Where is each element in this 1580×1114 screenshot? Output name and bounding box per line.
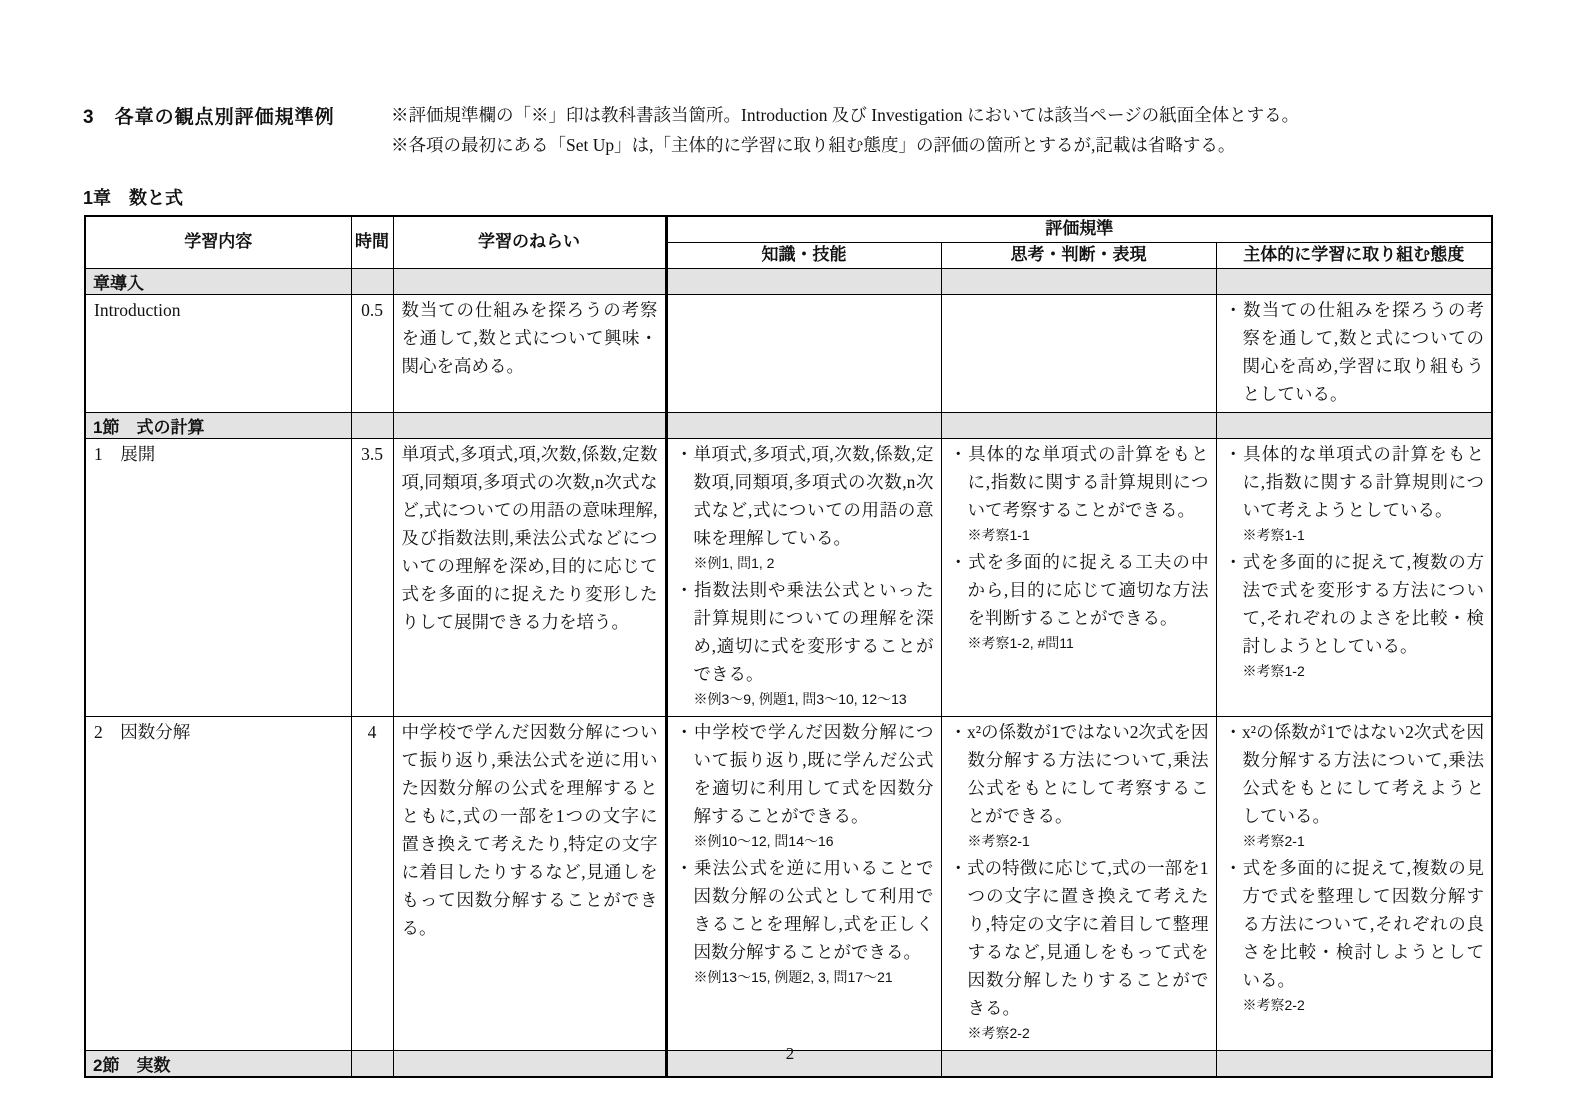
- cell-content: 2 因数分解: [85, 716, 351, 1050]
- aim-text: 数当ての仕組みを探ろうの考察を通して,数と式について興味・関心を高める。: [401, 299, 658, 376]
- criteria-bullet: ・中学校で学んだ因数分解について振り返り,既に学んだ公式を適切に利用して式を因数分解することができる。: [675, 721, 934, 826]
- criteria-bullet: ・数当ての仕組みを探ろうの考察を通して,数と式についての関心を高め,学習に取り組もうとしている。: [1224, 299, 1485, 404]
- cell-content: 1 展開: [85, 438, 351, 716]
- criteria-note: ※例13〜15, 例題2, 3, 問17〜21: [693, 968, 893, 985]
- criteria-note: ※考察1-2: [1242, 662, 1305, 679]
- table-row-introduction: [85, 294, 1492, 412]
- criteria-note: ※考察2-2: [967, 1024, 1030, 1041]
- criteria-bullet: ・式を多面的に捉えて,複数の方法で式を変形する方法について,それぞれのよさを比較・検討しようとしている。: [1224, 551, 1485, 656]
- cell-aim: [393, 716, 666, 1050]
- col-header-content: 学習内容: [85, 216, 351, 268]
- criteria-bullet: ・単項式,多項式,項,次数,係数,定数項,同類項,多項式の次数,n次式など,式についての用語の意味を理解している。: [675, 443, 934, 548]
- criteria-bullet: ・式を多面的に捉えて,複数の見方で式を整理して因数分解する方法について,それぞれの良さを比較・検討しようとしている。: [1224, 857, 1485, 990]
- cell-attitude: [1216, 294, 1492, 412]
- header-notes: [391, 100, 1421, 160]
- criteria-bullet: ・x²の係数が1ではない2次式を因数分解する方法について,乗法公式をもとにして考えようとしている。: [1224, 721, 1485, 826]
- cell-knowledge: [666, 716, 941, 1050]
- cell-thinking: [941, 294, 1216, 412]
- criteria-note: ※考察2-1: [1242, 832, 1305, 849]
- cell-hours: 3.5: [351, 438, 393, 716]
- aim-text: 単項式,多項式,項,次数,係数,定数項,同類項,多項式の次数,n次式など,式についての用語の意味理解,及び指数法則,乗法公式などについての理解を深め,目的に応じて式を多面的に捉えたり変形したりして展開できる力を培う。: [401, 443, 658, 632]
- criteria-note: ※考察1-1: [1242, 526, 1305, 543]
- cell-attitude: [1216, 716, 1492, 1050]
- cell-thinking: [941, 716, 1216, 1050]
- col-header-knowledge: 知識・技能: [666, 242, 941, 268]
- col-header-thinking: 思考・判断・表現: [941, 242, 1216, 268]
- col-header-criteria: 評価規準: [666, 216, 1492, 242]
- cell-attitude: [1216, 438, 1492, 716]
- criteria-note: ※考察1-1: [967, 526, 1030, 543]
- criteria-note: ※例1, 問1, 2: [693, 554, 775, 571]
- cell-aim: [393, 294, 666, 412]
- criteria-bullet: ・式の特徴に応じて,式の一部を1つの文字に置き換えて考えたり,特定の文字に着目して整理するなど,見通しをもって式を因数分解したりすることができる。: [949, 857, 1209, 1018]
- col-header-attitude: 主体的に学習に取り組む態度: [1216, 242, 1492, 268]
- criteria-table: [84, 215, 1493, 1078]
- cell-thinking: [941, 438, 1216, 716]
- criteria-note: ※考察2-1: [967, 832, 1030, 849]
- cell-content: Introduction: [85, 294, 351, 412]
- col-header-hours: 時間: [351, 216, 393, 268]
- criteria-bullet: ・式を多面的に捉える工夫の中から,目的に応じて適切な方法を判断することができる。: [949, 551, 1209, 628]
- criteria-bullet: ・乗法公式を逆に用いることで因数分解の公式として利用できることを理解し,式を正しく因数分解することができる。: [675, 857, 934, 962]
- criteria-bullet: ・指数法則や乗法公式といった計算規則についての理解を深め,適切に式を変形することができる。: [675, 579, 934, 684]
- cell-knowledge: [666, 294, 941, 412]
- criteria-bullet: ・x²の係数が1ではない2次式を因数分解する方法について,乗法公式をもとにして考察することができる。: [949, 721, 1209, 826]
- chapter-heading: 1章 数と式: [83, 188, 184, 208]
- section-label: 章導入: [85, 268, 351, 294]
- table-row-expansion: [85, 438, 1492, 716]
- aim-text: 中学校で学んだ因数分解について振り返り,乗法公式を逆に用いた因数分解の公式を理解するとともに,式の一部を1つの文字に置き換えて考えたり,特定の文字に着目したりするなど,見通しをもって因数分解することができる。: [401, 721, 658, 938]
- section-label: 1節 式の計算: [85, 412, 351, 438]
- table-row-factorization: [85, 716, 1492, 1050]
- cell-hours: 0.5: [351, 294, 393, 412]
- cell-aim: [393, 438, 666, 716]
- page-title: 3 各章の観点別評価規準例: [83, 107, 335, 128]
- col-header-aim: 学習のねらい: [393, 216, 666, 268]
- page-number: 2: [785, 1044, 795, 1063]
- criteria-note: ※例3〜9, 例題1, 問3〜10, 12〜13: [693, 690, 907, 707]
- section-label: 2節 実数: [85, 1050, 351, 1077]
- criteria-bullet: ・具体的な単項式の計算をもとに,指数に関する計算規則について考えようとしている。: [1224, 443, 1485, 520]
- criteria-note: ※考察1-2, #問11: [967, 634, 1074, 651]
- note-line: ※評価規準欄の「※」印は教科書該当箇所。Introduction 及び Investigation においては該当ページの紙面全体とする。: [391, 105, 1300, 125]
- criteria-bullet: ・具体的な単項式の計算をもとに,指数に関する計算規則について考察することができる。: [949, 443, 1209, 520]
- cell-hours: 4: [351, 716, 393, 1050]
- note-line: ※各項の最初にある「Set Up」は,「主体的に学習に取り組む態度」の評価の箇所とするが,記載は省略する。: [391, 135, 1236, 155]
- section-row-chapter-intro: [85, 268, 1492, 294]
- section-row-calculation: [85, 412, 1492, 438]
- criteria-note: ※例10〜12, 問14〜16: [693, 832, 834, 849]
- criteria-note: ※考察2-2: [1242, 996, 1305, 1013]
- cell-knowledge: [666, 438, 941, 716]
